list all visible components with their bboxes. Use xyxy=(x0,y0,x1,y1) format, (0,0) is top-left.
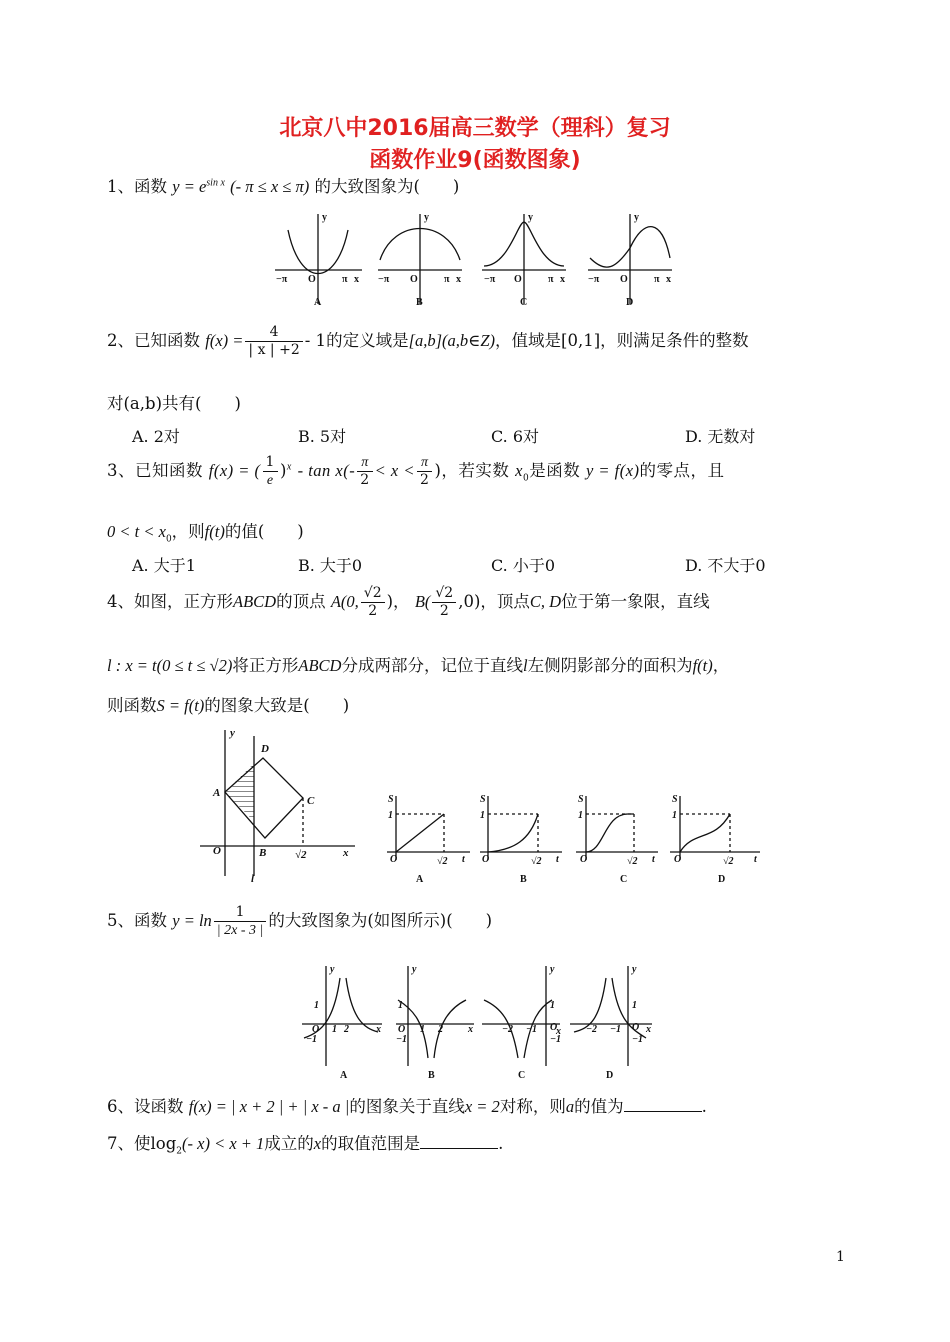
q4-b-frac xyxy=(432,585,456,620)
q3-power: ) xyxy=(279,461,287,480)
q5-label-c: C xyxy=(518,1070,526,1081)
q4-b-sqrt2: √2 xyxy=(531,856,542,867)
q4-c-sqrt2: √2 xyxy=(627,856,638,867)
q1-domain: (- π ≤ x ≤ π) xyxy=(230,177,310,196)
q5-label-b: B xyxy=(428,1070,435,1081)
q2-option-c: C. 6对 xyxy=(491,427,540,446)
q4-a-sqrt2: √2 xyxy=(437,856,448,867)
q1-d-x: x xyxy=(666,274,671,285)
q7-log-base: 2 xyxy=(176,1146,183,1157)
q5-suffix: 的大致图象为(如图所示)( ) xyxy=(268,911,493,930)
q1-b-x: x xyxy=(456,274,461,285)
q4-a-den: 2 xyxy=(368,603,378,619)
q4-l1d: 位于第一象限，直线 xyxy=(561,592,710,611)
q4-a-num: √2 xyxy=(361,585,385,603)
q1-prefix: 1、函数 xyxy=(107,177,167,196)
q4-l2e: ， xyxy=(712,656,730,675)
question-7 xyxy=(107,1130,503,1156)
q2-den: | x | +2 xyxy=(248,342,300,358)
q4-l3b: 的图象大致是( ) xyxy=(204,696,350,715)
q5-fraction xyxy=(214,904,267,939)
q1-c-pi: π xyxy=(548,274,554,285)
q5-d-y: y xyxy=(632,964,637,975)
q4-label-a: A xyxy=(416,874,424,885)
q4-c-o: O xyxy=(580,854,588,865)
q2-f: f(x) = xyxy=(205,331,244,350)
q1-d-y: y xyxy=(634,212,639,223)
q3-suffix: 的零点，且 xyxy=(639,461,725,480)
q6-prefix: 6、设函数 xyxy=(107,1097,184,1116)
q3-den: e xyxy=(266,473,274,488)
q5-d-one: 1 xyxy=(632,1000,637,1011)
q5-c-y: y xyxy=(550,964,555,975)
q4-main-o: O xyxy=(213,845,221,857)
q1-b-o: O xyxy=(410,274,418,285)
q4-d-s: S xyxy=(672,794,678,805)
q4-label-b: B xyxy=(520,874,527,885)
q3-middle: ，若实数 xyxy=(441,461,510,480)
q4-main-figure xyxy=(195,726,365,886)
q4-l2a: l : x = t(0 ≤ t ≤ √2) xyxy=(107,656,233,675)
q3-yf: y = f(x) xyxy=(585,461,640,480)
q2-option-d: D. 无数对 xyxy=(685,427,756,446)
q5-a-x: x xyxy=(376,1024,381,1035)
q3-prefix: 3、已知函数 xyxy=(107,461,203,480)
q5-c-neg1: −1 xyxy=(550,1034,562,1045)
q6-suffix: 对称，则 xyxy=(499,1097,566,1116)
q3-option-b: B. 大于0 xyxy=(298,556,363,575)
q5-a-two: 2 xyxy=(344,1024,349,1035)
q5-b-one-x: 1 xyxy=(420,1024,425,1035)
q4-c-one: 1 xyxy=(578,810,583,821)
q4-a-one: 1 xyxy=(388,810,393,821)
q2-option-b: B. 5对 xyxy=(298,427,347,446)
q4-label-d: D xyxy=(718,874,726,885)
q5-d-neg1x: −1 xyxy=(610,1024,622,1035)
q5-d-neg2: −2 xyxy=(586,1024,598,1035)
q1-suffix: 的大致图象为( ) xyxy=(314,177,460,196)
q1-a-x: x xyxy=(354,274,359,285)
q2-line2: 对(a,b)共有( ) xyxy=(107,394,241,413)
q4-main-a: A xyxy=(213,787,221,799)
q5-label-a: A xyxy=(340,1070,348,1081)
q4-d-sqrt2: √2 xyxy=(723,856,734,867)
q3-option-a: A. 大于1 xyxy=(132,556,196,575)
q2-fraction xyxy=(245,324,302,359)
q3-f: f(x) = ( xyxy=(208,461,261,480)
q4-l2c: 分成两部分，记位于直线 xyxy=(341,656,523,675)
q5-a-neg1: −1 xyxy=(306,1034,318,1045)
q4-l3a: 则函数 xyxy=(107,696,157,715)
q1-figure xyxy=(270,208,680,314)
q5-a-y: y xyxy=(330,964,335,975)
q3-num: 1 xyxy=(263,454,278,472)
q4-l2-abcd: ABCD xyxy=(298,656,342,675)
q5-b-two: 2 xyxy=(438,1024,443,1035)
q7-x: x xyxy=(313,1134,322,1153)
q5-a-one-x: 1 xyxy=(332,1024,337,1035)
q1-d-negpi: −π xyxy=(588,274,600,285)
q7-middle: 成立的 xyxy=(264,1134,314,1153)
q6-end: 的值为 xyxy=(574,1097,624,1116)
q4-main-sqrt2: √2 xyxy=(295,849,307,861)
q5-c-neg1x: −1 xyxy=(526,1024,538,1035)
q3-pi-frac-2 xyxy=(417,454,432,489)
q4-d-o: O xyxy=(674,854,682,865)
q4-main-b: B xyxy=(259,847,267,859)
q1-label-a: A xyxy=(314,297,322,308)
q4-l1b: 的顶点 xyxy=(276,592,326,611)
question-6 xyxy=(107,1093,707,1117)
q4-label-c: C xyxy=(620,874,628,885)
q3-close: ) xyxy=(434,461,442,480)
page-number: 1 xyxy=(836,1249,845,1265)
q4-c-t: t xyxy=(652,854,655,865)
q4-cd: C, D xyxy=(529,592,562,611)
q1-b-pi: π xyxy=(444,274,450,285)
q3-option-c: C. 小于0 xyxy=(491,556,556,575)
q4-b-end: ,0) xyxy=(458,592,481,611)
q4-main-l: l xyxy=(251,873,255,885)
q5-figure xyxy=(298,962,662,1082)
q1-a-pi: π xyxy=(342,274,348,285)
q6-answer-blank[interactable] xyxy=(624,1097,702,1112)
q4-abcd: ABCD xyxy=(233,592,277,611)
q5-b-x: x xyxy=(468,1024,473,1035)
q7-math: (- x) < x + 1 xyxy=(182,1134,265,1153)
q4-b-one: 1 xyxy=(480,810,485,821)
page-subtitle: 函数作业9(函数图象) xyxy=(369,148,581,173)
q1-b-y: y xyxy=(424,212,429,223)
q4-a-frac xyxy=(361,585,385,620)
q4-b-den: 2 xyxy=(439,603,449,619)
q3-ineq: < x < xyxy=(374,461,416,480)
q5-b-one: 1 xyxy=(398,1000,403,1011)
q5-d-x: x xyxy=(646,1024,651,1035)
q3-power-exp: x xyxy=(286,461,292,473)
q3-l2-sub: 0 xyxy=(165,534,172,545)
q5-den: | 2x - 3 | xyxy=(216,923,264,938)
q2-range-text: ，值域是 xyxy=(495,331,562,350)
q1-a-o: O xyxy=(308,274,316,285)
q4-b-num: √2 xyxy=(432,585,456,603)
question-1 xyxy=(107,173,459,197)
q1-c-y: y xyxy=(528,212,533,223)
q3-l2-text: ，则 xyxy=(171,522,205,541)
q1-d-o: O xyxy=(620,274,628,285)
q2-suffix: ，则满足条件的整数 xyxy=(600,331,749,350)
q5-b-o: O xyxy=(398,1024,406,1035)
page-title: 北京八中2016届高三数学（理科）复习 xyxy=(279,116,671,141)
q1-formula: y = e xyxy=(172,177,207,196)
q3-pi-frac-1 xyxy=(357,454,372,489)
q3-two1: 2 xyxy=(360,472,370,488)
q4-a-t: t xyxy=(462,854,465,865)
q5-yln: y = ln xyxy=(172,911,212,930)
q2-option-a: A. 2对 xyxy=(132,427,180,446)
q3-ft: f(t) xyxy=(204,522,225,541)
q7-log: log xyxy=(150,1134,177,1153)
q5-prefix: 5、函数 xyxy=(107,911,167,930)
q4-b-s: S xyxy=(480,794,486,805)
q2-middle: 的定义域是 xyxy=(326,331,409,350)
q5-b-y: y xyxy=(412,964,417,975)
q2-minus: - 1 xyxy=(304,331,327,350)
q4-a-o: O xyxy=(390,854,398,865)
q4-main-x: x xyxy=(343,847,349,859)
q4-line2 xyxy=(107,652,729,676)
q3-l2-end: 的值( ) xyxy=(224,522,304,541)
q5-c-one: 1 xyxy=(550,1000,555,1011)
q3-pi1: π xyxy=(357,454,372,472)
q4-l2-l: l xyxy=(522,656,528,675)
q2-prefix: 2、已知函数 xyxy=(107,331,200,350)
q3-is-zero: 是函数 xyxy=(529,461,581,480)
q1-exp: sin x xyxy=(206,177,225,189)
q4-b-o: O xyxy=(482,854,490,865)
q1-c-negpi: −π xyxy=(484,274,496,285)
q1-label-c: C xyxy=(520,297,528,308)
q4-l1a: 4、如图，正方形 xyxy=(107,592,233,611)
q3-fraction xyxy=(263,454,278,489)
q5-b-neg1: −1 xyxy=(396,1034,408,1045)
q6-line: x = 2 xyxy=(464,1097,500,1116)
question-5 xyxy=(107,904,492,939)
q7-prefix: 7、使 xyxy=(107,1134,151,1153)
q1-label-d: D xyxy=(626,297,634,308)
q4-b-pt: B( xyxy=(414,592,431,611)
q7-answer-blank[interactable] xyxy=(420,1134,498,1149)
q4-options-figure xyxy=(382,790,772,888)
q6-period: . xyxy=(701,1097,707,1116)
q1-d-pi: π xyxy=(654,274,660,285)
q4-l2d: 左侧阴影部分的面积为 xyxy=(527,656,693,675)
q4-l2b: 将正方形 xyxy=(232,656,299,675)
q3-option-d: D. 不大于0 xyxy=(685,556,766,575)
q1-c-x: x xyxy=(560,274,565,285)
q3-l2-math: 0 < t < x xyxy=(107,522,166,541)
q6-middle: 的图象关于直线 xyxy=(349,1097,465,1116)
q3-x0-sub: 0 xyxy=(522,473,530,484)
q4-l2-ft: f(t) xyxy=(692,656,713,675)
q5-d-neg1: −1 xyxy=(632,1034,644,1045)
q5-c-neg2: −2 xyxy=(502,1024,514,1035)
q4-a-s: S xyxy=(388,794,394,805)
q4-l3-math: S = f(t) xyxy=(156,696,205,715)
q4-c-s: S xyxy=(578,794,584,805)
question-3 xyxy=(107,454,725,489)
q2-num: 4 xyxy=(245,324,302,342)
q5-label-d: D xyxy=(606,1070,614,1081)
q4-l1c: ，顶点 xyxy=(480,592,530,611)
q1-label-b: B xyxy=(416,297,423,308)
q1-b-negpi: −π xyxy=(378,274,390,285)
q3-tan: - tan x(- xyxy=(297,461,356,480)
q6-a: a xyxy=(565,1097,575,1116)
q7-period: . xyxy=(498,1134,504,1153)
q2-interval: [a,b](a,b∈Z) xyxy=(408,331,496,350)
q3-pi2: π xyxy=(417,454,432,472)
q4-main-d: D xyxy=(261,743,269,755)
q5-d-o: O xyxy=(632,1022,640,1033)
q5-num: 1 xyxy=(214,904,267,922)
q5-a-o: O xyxy=(312,1024,320,1035)
q1-a-negpi: −π xyxy=(276,274,288,285)
q4-b-t: t xyxy=(556,854,559,865)
q4-a-pt: A(0, xyxy=(330,592,359,611)
q5-a-one: 1 xyxy=(314,1000,319,1011)
q7-suffix: 的取值范围是 xyxy=(321,1134,421,1153)
q2-range: [0,1] xyxy=(561,331,601,350)
q4-line3 xyxy=(107,692,349,716)
q1-a-y: y xyxy=(322,212,327,223)
question-4: 4、如图，正方形ABCD的顶点 A(0, $\frac{√2}{2}$ )， B( $\frac{√2}{2}$ ,0)，顶点C, D位于第一象限，直线 xyxy=(107,585,710,619)
q6-math: f(x) = | x + 2 | + | x - a | xyxy=(188,1097,350,1116)
q4-main-y: y xyxy=(230,727,235,739)
q3-two2: 2 xyxy=(420,472,430,488)
q4-d-one: 1 xyxy=(672,810,677,821)
q3-line2 xyxy=(107,518,304,544)
question-2 xyxy=(107,324,749,359)
q4-main-c: C xyxy=(307,795,315,807)
q3-x0: x xyxy=(515,461,523,480)
q1-c-o: O xyxy=(514,274,522,285)
q4-d-t: t xyxy=(754,854,757,865)
q5-c-o: O xyxy=(550,1022,558,1033)
q5-c-x: x xyxy=(556,1026,561,1037)
